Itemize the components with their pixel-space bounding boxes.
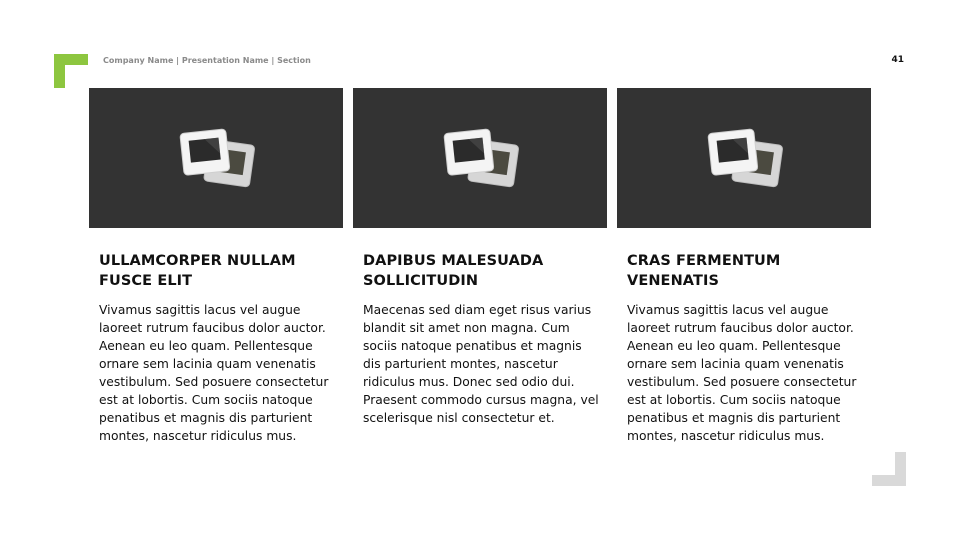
photo-slides-icon <box>440 125 520 191</box>
card-title: ULLAMCORPER NULLAM FUSCE ELIT <box>99 253 296 289</box>
content-card <box>617 88 871 445</box>
image-placeholder <box>617 88 871 228</box>
content-card <box>89 88 343 445</box>
image-placeholder <box>353 88 607 228</box>
card-body: Maecenas sed diam eget risus varius blandit sit amet non magna. Cum sociis natoque penatibus et magnis dis parturient montes, nascetur ridiculus mus. Donec sed odio dui. Praesent commodo cursus magna, vel scelerisque nisl consectetur et. <box>363 303 599 425</box>
page-number: 41 <box>891 55 904 65</box>
content-card <box>353 88 607 427</box>
corner-accent-bottom-right <box>872 452 906 486</box>
image-placeholder <box>89 88 343 228</box>
card-title: DAPIBUS MALESUADA SOLLICITUDIN <box>363 253 544 289</box>
photo-slides-icon <box>704 125 784 191</box>
slide-header: Company Name | Presentation Name | Section <box>103 56 311 65</box>
photo-slides-icon <box>176 125 256 191</box>
card-title: CRAS FERMENTUM VENENATIS <box>627 253 781 289</box>
corner-accent-top-left <box>54 54 88 88</box>
card-body: Vivamus sagittis lacus vel augue laoreet rutrum faucibus dolor auctor. Aenean eu leo quam. Pellentesque ornare sem lacinia quam venenatis vestibulum. Sed posuere consectetur est at lobortis. Cum sociis natoque penatibus et magnis dis parturient montes, nascetur ridiculus mus. <box>627 303 857 443</box>
card-body: Vivamus sagittis lacus vel augue laoreet rutrum faucibus dolor auctor. Aenean eu leo quam. Pellentesque ornare sem lacinia quam venenatis vestibulum. Sed posuere consectetur est at lobortis. Cum sociis natoque penatibus et magnis dis parturient montes, nascetur ridiculus mus. <box>99 303 329 443</box>
